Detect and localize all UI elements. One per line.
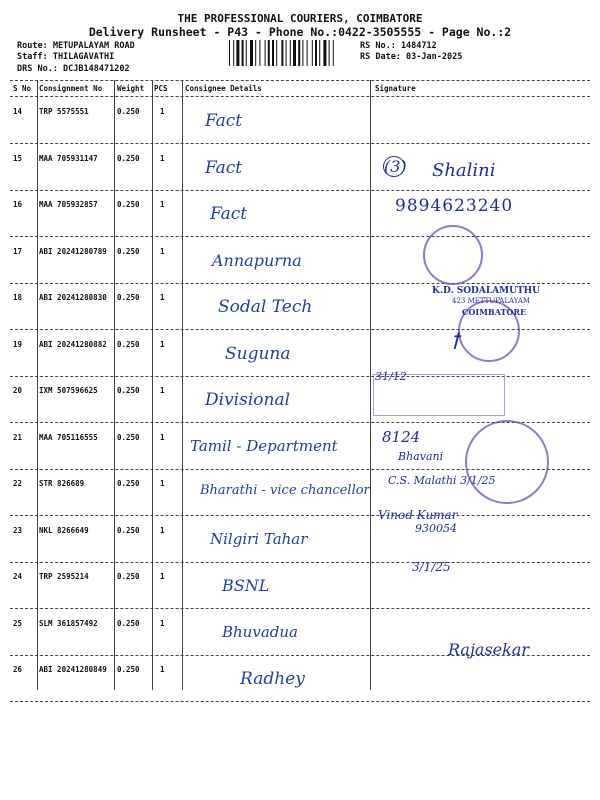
col-signature: Signature (375, 84, 416, 93)
cell-sno: 21 (13, 432, 23, 442)
consignee-handwriting: Radhey (240, 669, 305, 689)
barcode-bar (302, 40, 303, 66)
barcode-bar (246, 40, 247, 66)
cell-pcs: 1 (160, 339, 165, 349)
route-label: Route: METUPALAYAM ROAD (17, 41, 135, 51)
cell-pcs: 1 (160, 153, 165, 163)
cell-sno: 23 (13, 525, 23, 535)
cell-sno: 20 (13, 386, 23, 395)
col-consignee: Consignee Details (185, 84, 262, 93)
row-divider (10, 701, 590, 702)
cell-weight: 0.250 (117, 200, 140, 209)
barcode-bar (293, 40, 296, 66)
sig-15-mark: (3) (384, 157, 407, 176)
consignee-handwriting: BSNL (222, 576, 270, 595)
barcode (228, 40, 353, 66)
cell-pcs: 1 (160, 246, 165, 256)
barcode-bar (236, 40, 239, 66)
cell-sno: 18 (13, 293, 23, 302)
col-consignment: Consignment No (39, 84, 103, 93)
cell-weight: 0.250 (117, 618, 140, 628)
stamp-18-line2: 423 METTUPALAYAM (452, 297, 531, 305)
barcode-bar (298, 40, 300, 66)
barcode-bar (286, 40, 287, 66)
table-row (10, 144, 590, 191)
company-title: THE PROFESSIONAL COURIERS, COIMBATORE (177, 12, 423, 25)
consignee-handwriting: Sodal Tech (218, 297, 313, 317)
sig-23-phone: 930054 (415, 522, 457, 535)
sig-16-phone: 9894623240 (395, 196, 514, 216)
consignee-handwriting: Fact (205, 157, 243, 178)
cell-weight: 0.250 (117, 479, 140, 488)
cell-consignment: ABI 20241280882 (39, 339, 107, 349)
sig-26: Rajasekar (448, 640, 530, 659)
cell-consignment: MAA 705116555 (39, 432, 98, 442)
barcode-bar (265, 40, 266, 66)
barcode-bar (307, 40, 308, 66)
barcode-bar (233, 40, 234, 66)
barcode-bar (276, 40, 277, 66)
cell-sno: 14 (13, 107, 23, 116)
barcode-bar (323, 40, 326, 66)
table-row (10, 97, 590, 144)
barcode-bar (312, 40, 313, 66)
sig-24-date: 3/1/25 (412, 560, 451, 574)
barcode-bar (272, 40, 274, 66)
round-stamp-17 (423, 225, 483, 285)
cell-weight: 0.250 (117, 525, 140, 535)
table-row (10, 562, 590, 609)
cell-pcs: 1 (160, 432, 165, 442)
stamp-18-line3: COIMBATORE (462, 307, 527, 317)
cell-consignment: TRP 2595214 (39, 572, 89, 581)
cell-weight: 0.250 (117, 386, 140, 395)
cell-pcs: 1 (160, 200, 165, 209)
cell-sno: 22 (13, 479, 23, 488)
staff-label: Staff: THILAGAVATHI (17, 52, 115, 62)
cell-sno: 24 (13, 572, 23, 581)
consignee-handwriting: Annapurna (212, 250, 302, 270)
barcode-bar (319, 40, 320, 66)
stamp-18-name: K.D. SODALAMUTHU (432, 286, 541, 296)
cell-weight: 0.250 (117, 153, 140, 163)
cell-pcs: 1 (160, 525, 165, 535)
cell-consignment: MAA 705932857 (39, 200, 98, 209)
cell-consignment: TRP 5575551 (39, 107, 89, 116)
barcode-bar (229, 40, 230, 66)
consignee-handwriting: Divisional (205, 390, 291, 410)
cell-weight: 0.250 (117, 293, 140, 302)
sig-22: C.S. Malathi 3/1/25 (388, 474, 496, 487)
barcode-bar (255, 40, 256, 66)
consignee-handwriting: Bharathi - vice chancellor (200, 483, 370, 498)
cell-weight: 0.250 (117, 339, 140, 349)
cell-consignment: ABI 20241280789 (39, 246, 107, 256)
cell-pcs: 1 (160, 479, 165, 488)
barcode-bar (333, 40, 334, 66)
cell-consignment: NKL 8266649 (39, 525, 89, 535)
cell-sno: 19 (13, 339, 23, 349)
cell-weight: 0.250 (117, 432, 140, 442)
cell-weight: 0.250 (117, 107, 140, 116)
cell-pcs: 1 (160, 618, 165, 628)
barcode-bar (250, 40, 253, 66)
runsheet-subtitle: Delivery Runsheet - P43 - Phone No.:0422-3505555 - Page No.:2 (88, 25, 512, 39)
cell-weight: 0.250 (117, 572, 140, 581)
table-header (10, 80, 590, 96)
col-weight: Weight (117, 84, 145, 93)
cell-sno: 25 (13, 618, 23, 628)
sig-21-name: Bhavani (398, 450, 444, 463)
consignee-handwriting: Fact (210, 204, 248, 224)
consignee-handwriting: Nilgiri Tahar (210, 529, 308, 548)
sig-19: ꝉ (450, 330, 460, 355)
cell-consignment: IXM 507596625 (39, 386, 98, 395)
col-pcs: PCS (154, 84, 168, 93)
barcode-bar (259, 40, 260, 66)
cell-weight: 0.250 (117, 246, 140, 256)
barcode-bar (268, 40, 270, 66)
cell-pcs: 1 (160, 665, 165, 674)
sig-21-phone: 8124 (382, 428, 421, 446)
rs-no-label: RS No.: 1484712 (360, 41, 437, 51)
cell-consignment: SLM 361857492 (39, 618, 98, 628)
rs-date-label: RS Date: 03-Jan-2025 (360, 52, 463, 62)
drs-label: DRS No.: DCJB148471202 (17, 64, 130, 74)
sig-15: Shalini (432, 160, 496, 181)
sig-20-date: 31/12 (375, 370, 407, 383)
cell-sno: 15 (13, 153, 23, 163)
cell-sno: 17 (13, 246, 23, 256)
cell-consignment: MAA 705931147 (39, 153, 98, 163)
barcode-bar (281, 40, 283, 66)
consignee-handwriting: Fact (205, 111, 243, 131)
cell-consignment: STR 826689 (39, 479, 85, 488)
cell-pcs: 1 (160, 107, 165, 116)
barcode-bar (242, 40, 244, 66)
cell-pcs: 1 (160, 572, 165, 581)
barcode-bar (315, 40, 317, 66)
round-stamp-22 (465, 420, 549, 504)
cell-consignment: ABI 20241280830 (39, 293, 107, 302)
barcode-bar (329, 40, 330, 66)
consignee-handwriting: Bhuvadua (222, 622, 298, 641)
cell-consignment: ABI 20241280849 (39, 665, 107, 674)
barcode-bar (290, 40, 291, 66)
consignee-handwriting: Suguna (225, 343, 291, 364)
cell-pcs: 1 (160, 293, 165, 302)
sig-23: Vinod Kumar (378, 508, 458, 522)
cell-weight: 0.250 (117, 665, 140, 674)
cell-sno: 26 (13, 665, 23, 674)
consignee-handwriting: Tamil - Department (190, 436, 338, 455)
cell-sno: 16 (13, 200, 23, 209)
cell-pcs: 1 (160, 386, 165, 395)
col-sno: S No (13, 84, 32, 93)
